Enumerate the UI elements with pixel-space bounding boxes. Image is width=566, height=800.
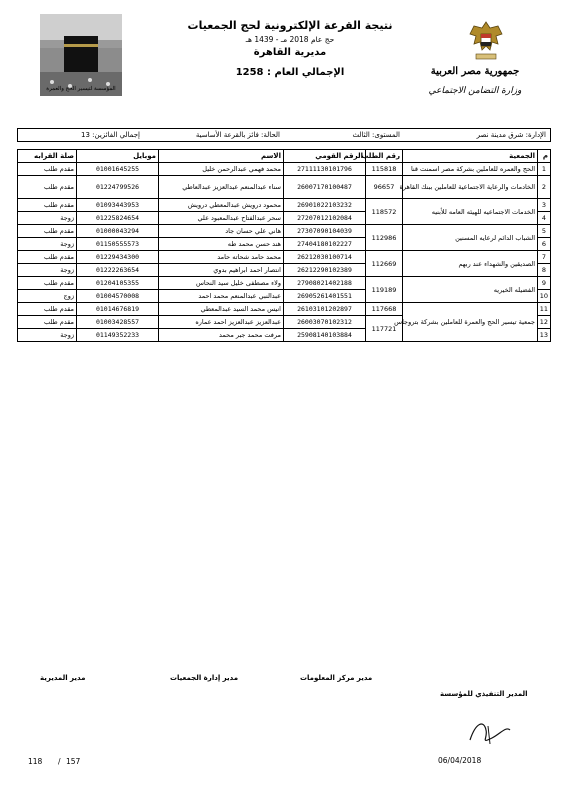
col-header-name: الاسم	[159, 150, 284, 163]
national-id: 26905261401551	[284, 290, 366, 303]
request-number: 117668	[366, 303, 403, 316]
report-title: نتيجة القرعة الإلكترونية لحج الجمعيات	[187, 19, 393, 32]
request-number: 96657	[366, 176, 403, 199]
sig-associations: مدير إدارة الجمعيات	[170, 674, 239, 682]
person-name: ولاء مصطفى خليل سيد النحاس	[159, 277, 284, 290]
mobile-number: 01003428557	[77, 316, 159, 329]
col-header-mobile: موبايل	[77, 150, 159, 163]
handwritten-signature	[466, 716, 516, 750]
eagle-emblem-icon	[466, 20, 506, 64]
info-bar	[17, 128, 551, 142]
org-name: الصديقين والشهداء عند ربهم	[403, 251, 538, 277]
national-id: 26007170100487	[284, 176, 366, 199]
person-name: انتصار احمد ابراهيم بدوي	[159, 264, 284, 277]
table-row	[18, 163, 551, 176]
mobile-number: 01150555573	[77, 238, 159, 251]
person-name: عبدالعزيز عبدالعزيز احمد عماره	[159, 316, 284, 329]
person-name: انيس محمد السيد عبدالمعطي	[159, 303, 284, 316]
sig-info-center: مدير مركز المعلومات	[300, 674, 373, 682]
mobile-number: 01001645255	[77, 163, 159, 176]
table-row	[18, 199, 551, 212]
request-number: 117721	[366, 316, 403, 342]
winners-label: إجمالي الفائزين: 13	[81, 131, 140, 139]
org-name: الخادمات والرعاية الاجتماعية للعاملين ببنك القاهرة	[403, 176, 538, 199]
table-row	[18, 303, 551, 316]
ministry-logo-text: وزارة التضامن الاجتماعي	[428, 86, 522, 96]
relation: مقدم طلب	[18, 163, 77, 176]
table-row	[18, 176, 551, 199]
org-name: الفضيله الخيريه	[403, 277, 538, 303]
sig-directorate: مدير المديرية	[40, 674, 86, 682]
col-header-org: الجمعية	[403, 150, 538, 163]
row-idx: 2	[538, 176, 551, 199]
results-table	[17, 149, 551, 342]
admin-label: الإدارة: شرق مدينة نصر	[476, 131, 546, 139]
grand-total: الإجمالي العام : 1258	[235, 67, 345, 78]
mobile-number: 01014676819	[77, 303, 159, 316]
person-name: محمد حامد شحاته حامد	[159, 251, 284, 264]
row-idx: 5	[538, 225, 551, 238]
national-id: 27207012102084	[284, 212, 366, 225]
report-header	[180, 18, 400, 80]
status-label: الحالة: فائز بالقرعة الأساسية	[195, 131, 280, 139]
table-header-row	[18, 150, 551, 163]
relation: مقدم طلب	[18, 176, 77, 199]
row-idx: 4	[538, 212, 551, 225]
relation: مقدم طلب	[18, 303, 77, 316]
national-id: 26003070102312	[284, 316, 366, 329]
relation: مقدم طلب	[18, 251, 77, 264]
row-idx: 10	[538, 290, 551, 303]
national-id: 27307090104039	[284, 225, 366, 238]
mobile-number: 01204105355	[77, 277, 159, 290]
row-idx: 11	[538, 303, 551, 316]
sig-exec-director: المدير التنفيذي للمؤسسة	[440, 690, 528, 698]
org-name: الشباب الدائم لرعايه المسنين	[403, 225, 538, 251]
row-idx: 13	[538, 329, 551, 342]
mobile-number: 01149352233	[77, 329, 159, 342]
mobile-number: 01224799526	[77, 176, 159, 199]
relation: زوجة	[18, 329, 77, 342]
national-id: 27908021402188	[284, 277, 366, 290]
request-number: 118572	[366, 199, 403, 225]
org-name: الحج والعمره للعاملين بشركة مصر اسمنت قنا	[403, 163, 538, 176]
col-header-idx: م	[538, 150, 551, 163]
directorate-label: مديرية القاهرة	[253, 47, 327, 58]
mobile-number: 01000043294	[77, 225, 159, 238]
relation: زوجة	[18, 212, 77, 225]
national-id: 26212030100714	[284, 251, 366, 264]
relation: زوجة	[18, 264, 77, 277]
org-name: الخدمات الاجتماعيه للهيئه العامه للأبنيه	[403, 199, 538, 225]
row-idx: 1	[538, 163, 551, 176]
relation: مقدم طلب	[18, 225, 77, 238]
season-label: حج عام 2018 مـ - 1439 هـ	[245, 35, 335, 44]
request-number: 119189	[366, 277, 403, 303]
photo-caption: المؤسسة لتيسير الحج والعمرة	[46, 86, 116, 92]
request-number: 112986	[366, 225, 403, 251]
national-id: 25908140103884	[284, 329, 366, 342]
republic-title: جمهورية مصر العربية	[430, 66, 520, 77]
person-name: هاني علي حسان جاد	[159, 225, 284, 238]
col-header-rel: صلة القرابه	[18, 150, 77, 163]
mobile-number: 01093443953	[77, 199, 159, 212]
page-number: 118	[28, 757, 43, 766]
person-name: سحر عبدالفتاح عبدالمعبود علي	[159, 212, 284, 225]
level-label: المستوى: الثالث	[352, 131, 400, 139]
col-header-req: رقم الطلب	[366, 150, 403, 163]
person-name: عبدالنبي عبدالمنعم محمد احمد	[159, 290, 284, 303]
row-idx: 9	[538, 277, 551, 290]
mobile-number: 01229434300	[77, 251, 159, 264]
person-name: محمد فهمي عبدالرحمن خليل	[159, 163, 284, 176]
mobile-number: 01222263654	[77, 264, 159, 277]
national-id: 26212290102389	[284, 264, 366, 277]
table-row	[18, 277, 551, 290]
relation: زوجة	[18, 238, 77, 251]
relation: مقدم طلب	[18, 316, 77, 329]
row-idx: 12	[538, 316, 551, 329]
relation: مقدم طلب	[18, 277, 77, 290]
national-id: 27111130101796	[284, 163, 366, 176]
request-number: 112669	[366, 251, 403, 277]
person-name: محمود درويش عبدالمعطي درويش	[159, 199, 284, 212]
relation: مقدم طلب	[18, 199, 77, 212]
row-idx: 7	[538, 251, 551, 264]
relation: زوج	[18, 290, 77, 303]
table-row	[18, 225, 551, 238]
person-name: مرفت محمد جبر محمد	[159, 329, 284, 342]
row-idx: 8	[538, 264, 551, 277]
col-header-national: الرقم القومي	[284, 150, 366, 163]
mobile-number: 01225824654	[77, 212, 159, 225]
request-number: 115818	[366, 163, 403, 176]
kaaba-photo	[40, 14, 122, 96]
national-id: 26103101202897	[284, 303, 366, 316]
row-idx: 3	[538, 199, 551, 212]
org-name: جمعية تيسير الحج والعمرة للعاملين بشركة بتروجاس	[403, 303, 538, 342]
print-date: 06/04/2018	[438, 756, 482, 765]
row-idx: 6	[538, 238, 551, 251]
person-name: سناء عبدالمنعم عبدالعزيز عبدالعاطي	[159, 176, 284, 199]
mobile-number: 01004570008	[77, 290, 159, 303]
table-row	[18, 251, 551, 264]
national-id: 26901022103232	[284, 199, 366, 212]
page-separator: /	[58, 757, 61, 766]
person-name: هند حسن محمد طه	[159, 238, 284, 251]
total-pages: 157	[66, 757, 81, 766]
national-id: 27404180102227	[284, 238, 366, 251]
